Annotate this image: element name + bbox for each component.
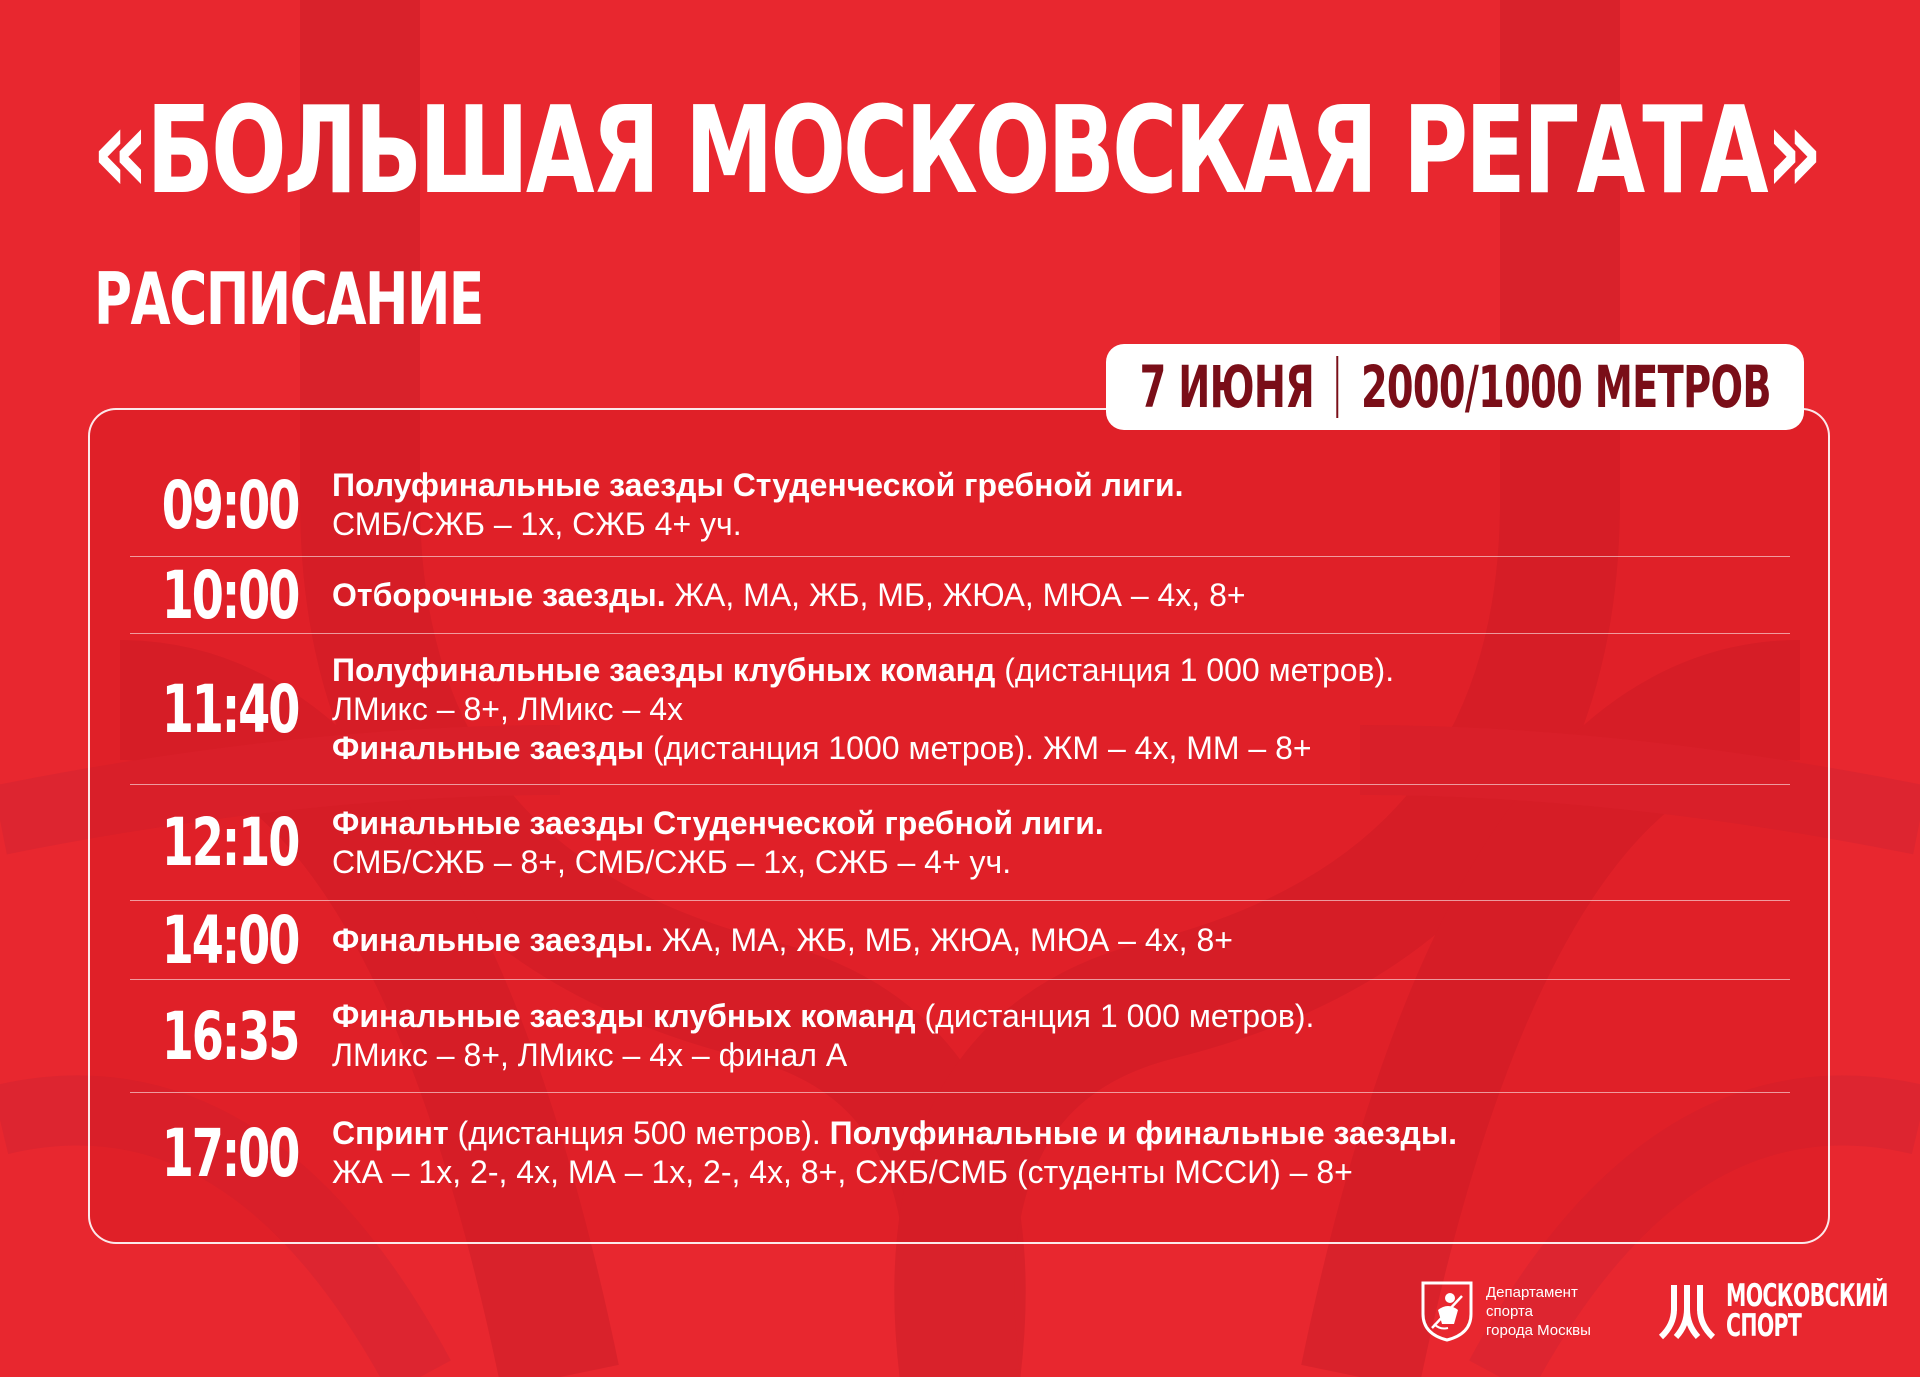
description-line [332,729,1790,768]
description-text: (дистанция 500 метров). [448,1115,830,1151]
brand-line-1: МОСКОВСКИЙ [1726,1278,1888,1314]
schedule-description [330,1114,1790,1192]
brand-line-2: СПОРТ [1726,1308,1802,1344]
department-line-1: Департамент [1486,1283,1578,1301]
description-line [332,1114,1790,1153]
department-line-3: города Москвы [1486,1321,1591,1339]
description-bold-text: Отборочные заезды. [332,576,666,613]
schedule-description [330,997,1790,1075]
schedule-list [130,454,1790,1213]
schedule-description [330,804,1790,882]
description-bold-text: Финальные заезды клубных команд [332,998,916,1034]
schedule-row [130,454,1790,557]
description-text: ЛМикс – 8+, ЛМикс – 4х [332,690,683,727]
description-text: ЛМикс – 8+, ЛМикс – 4х – финал А [332,1037,848,1073]
date-badge [1106,344,1804,430]
description-bold-text: Полуфинальные и финальные заезды. [829,1115,1458,1151]
description-text: ЖА, МА, ЖБ, МБ, ЖЮА, МЮА – 4х, 8+ [665,576,1246,613]
description-line [332,804,1790,843]
schedule-row [130,980,1790,1093]
schedule-row [130,785,1790,901]
description-text: (дистанция 1 000 метров). [995,651,1395,688]
schedule-description [330,921,1790,960]
moscow-sport-emblem-icon [1658,1281,1716,1341]
description-bold-text: Полуфинальные заезды Студенческой гребной лиги. [332,467,1184,503]
description-line [332,690,1790,729]
description-line [332,651,1790,690]
description-text: (дистанция 1000 метров). ЖМ – 4х, ММ – 8+ [644,729,1312,766]
description-bold-text: Полуфинальные заезды клубных команд [332,651,996,688]
description-text: (дистанция 1 000 метров). [915,998,1315,1034]
description-line [332,997,1790,1036]
schedule-row [130,634,1790,785]
description-line [332,921,1790,960]
description-bold-text: Спринт [332,1115,449,1151]
description-text: ЖА, МА, ЖБ, МБ, ЖЮА, МЮА – 4х, 8+ [652,921,1233,958]
department-line-2: спорта [1486,1302,1534,1320]
description-line [332,505,1790,544]
description-line [332,466,1790,505]
description-bold-text: Финальные заезды Студенческой гребной лиги. [332,804,1104,841]
schedule-time: 17:00 [161,1114,299,1192]
badge-distance: 2000/1000 МЕТРОВ [1360,353,1771,421]
department-logo [1420,1280,1636,1342]
description-bold-text: Финальные заезды [332,729,645,766]
schedule-time: 16:35 [161,997,299,1075]
description-line [332,1036,1790,1075]
page-title: «БОЛЬШАЯ МОСКОВСКАЯ РЕГАТА» [92,82,1821,221]
description-text: СМБ/СЖБ – 1х, СЖБ 4+ уч. [332,506,742,542]
schedule-time: 14:00 [161,901,299,979]
description-line [332,1153,1790,1192]
schedule-description [330,576,1790,615]
schedule-time: 09:00 [161,466,299,544]
schedule-time: 11:40 [161,670,299,748]
description-bold-text: Финальные заезды. [332,921,653,958]
moscow-sport-logo [1658,1278,1920,1344]
schedule-time: 10:00 [161,556,299,634]
schedule-description [330,466,1790,544]
description-line [332,843,1790,882]
schedule-row [130,901,1790,980]
page-subtitle: РАСПИСАНИЕ [94,257,483,341]
description-line [332,576,1790,615]
description-text: ЖА – 1х, 2-, 4х, МА – 1х, 2-, 4х, 8+, СЖБ/СМБ (студенты МССИ) – 8+ [332,1154,1353,1190]
schedule-time: 12:10 [161,804,299,881]
moscow-coat-of-arms-icon [1420,1280,1474,1342]
footer-logos [1420,1272,1920,1350]
badge-divider [1336,356,1338,418]
schedule-description [330,651,1790,768]
badge-date: 7 ИЮНЯ [1139,353,1314,421]
schedule-row [130,1093,1790,1213]
description-text: СМБ/СЖБ – 8+, СМБ/СЖБ – 1х, СЖБ – 4+ уч. [332,843,1012,880]
schedule-row [130,557,1790,634]
